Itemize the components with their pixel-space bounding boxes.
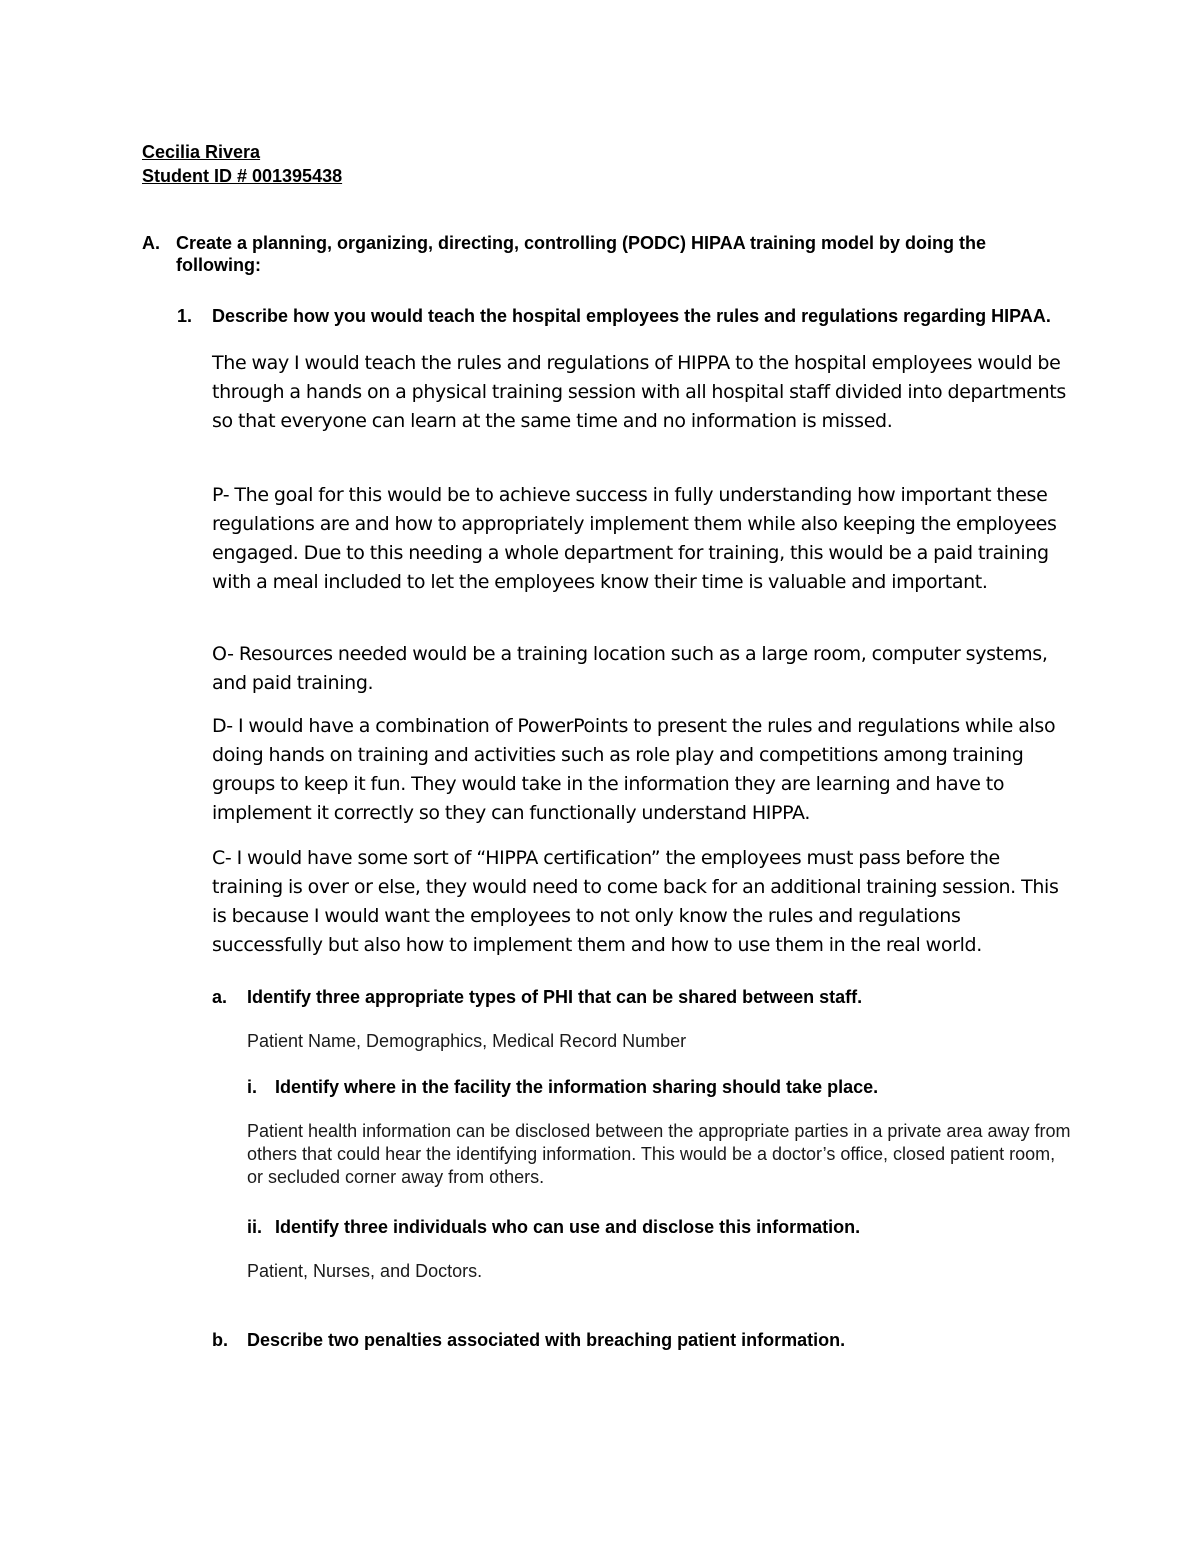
student-id: Student ID # 001395438 (142, 166, 343, 186)
section-a-title: Create a planning, organizing, directing, controlling (PODC) HIPAA training model by doing the following: (176, 233, 987, 275)
question-ii-marker: ii. (247, 1217, 263, 1237)
question-ii (247, 1216, 1072, 1238)
question-b (212, 1329, 1072, 1351)
answer-1-directing: D- I would have a combination of PowerPoints to present the rules and regulations while also doing hands on training and activities such as role play and competitions among training groups to keep it fun. They would take in the information they are learning and have to implement it correctly so they can functionally understand HIPPA. (212, 715, 1056, 824)
question-i (247, 1076, 1072, 1098)
answer-1-planning: P- The goal for this would be to achieve success in fully understanding how important these regulations are and how to appropriately implement them while also keeping the employees engaged. Due to this needing a whole department for training, this would be a paid training with a meal included to let the employees know their time is valuable and important. (212, 484, 1057, 593)
answer-1-organizing: O- Resources needed would be a training location such as a large room, computer systems, and paid training. (212, 643, 1048, 694)
answer-a: Patient Name, Demographics, Medical Record Number (247, 1031, 687, 1051)
student-name: Cecilia Rivera (142, 142, 261, 162)
section-a (142, 232, 1072, 276)
answer-i: Patient health information can be disclosed between the appropriate parties in a private area away from others that could hear the identifying information. This would be a doctor’s office, closed patient room, or secluded corner away from others. (247, 1121, 1071, 1187)
answer-ii: Patient, Nurses, and Doctors. (247, 1261, 483, 1281)
answer-1-intro: The way I would teach the rules and regulations of HIPPA to the hospital employees would be through a hands on a physical training session with all hospital staff divided into departments so that everyone can learn at the same time and no information is missed. (212, 352, 1066, 432)
question-a-text: Identify three appropriate types of PHI that can be shared between staff. (247, 987, 863, 1007)
question-a (212, 986, 1072, 1008)
answer-1-controlling: C- I would have some sort of “HIPPA certification” the employees must pass before the training is over or else, they would need to come back for an additional training session. This is because I would want the employees to not only know the rules and regulations successfully but also how to implement them and how to use them in the real world. (212, 847, 1059, 956)
question-b-marker: b. (212, 1330, 228, 1350)
question-1-text: Describe how you would teach the hospital employees the rules and regulations regarding HIPAA. (212, 306, 1051, 326)
question-a-marker: a. (212, 987, 228, 1007)
question-i-text: Identify where in the facility the information sharing should take place. (275, 1077, 879, 1097)
question-1-marker: 1. (177, 306, 193, 326)
section-a-marker: A. (142, 233, 160, 253)
question-ii-text: Identify three individuals who can use and disclose this information. (275, 1217, 861, 1237)
question-1 (177, 305, 1072, 327)
question-i-marker: i. (247, 1077, 258, 1097)
question-b-text: Describe two penalties associated with breaching patient information. (247, 1330, 846, 1350)
